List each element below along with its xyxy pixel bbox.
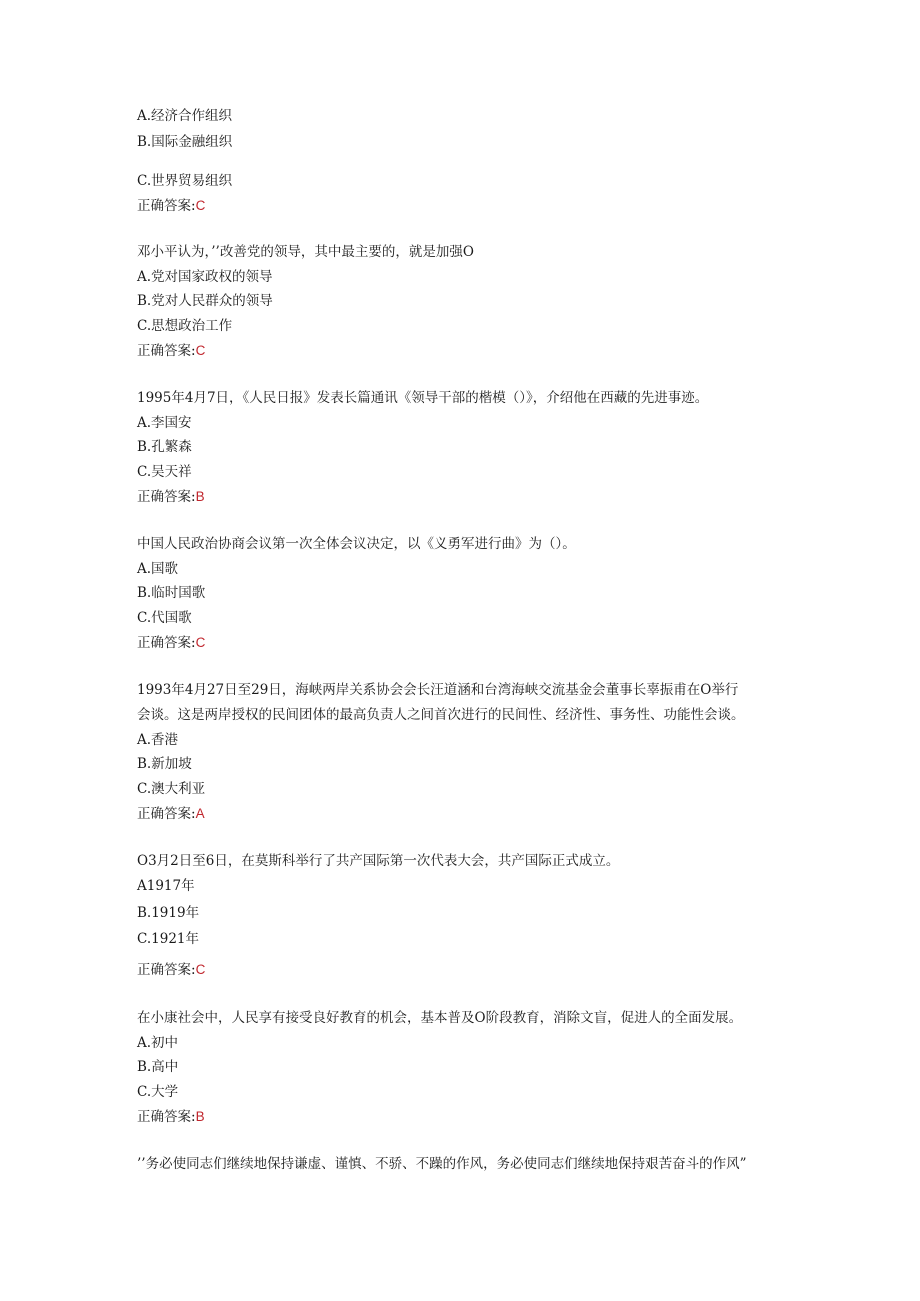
question-text: 1995年4月7日，《人民日报》发表长篇通讯《领导干部的楷模（）》，介绍他在西藏的先进事迹。 xyxy=(137,390,709,406)
option-text: B.临时国歌 xyxy=(137,585,206,601)
question-text: 中国人民政治协商会议第一次全体会议决定，以《义勇军进行曲》为（）。 xyxy=(137,536,576,552)
option-text: B.党对人民群众的领导 xyxy=(137,293,273,309)
question-text: 会谈。这是两岸授权的民间团体的最高负责人之间首次进行的民间性、经济性、事务性、功能性会谈。 xyxy=(137,707,745,723)
answer-label: 正确答案: xyxy=(137,962,196,978)
option-text: A.初中 xyxy=(137,1035,179,1051)
answer-line xyxy=(137,488,205,506)
answer-value: C xyxy=(195,635,206,650)
option-text: C.世界贸易组织 xyxy=(137,173,233,189)
option-text: A.经济合作组织 xyxy=(137,108,233,124)
option-text: B.孔繁森 xyxy=(137,439,192,455)
answer-value: A xyxy=(195,806,205,821)
answer-label: 正确答案: xyxy=(137,343,196,359)
answer-line xyxy=(137,634,205,652)
option-text: A.香港 xyxy=(137,732,179,748)
answer-label: 正确答案: xyxy=(137,489,196,505)
answer-line xyxy=(137,805,205,823)
option-text: C.思想政治工作 xyxy=(137,318,233,334)
option-text: B.高中 xyxy=(137,1059,179,1075)
option-text: B.1919年 xyxy=(137,905,200,921)
option-text: C.澳大利亚 xyxy=(137,781,206,797)
answer-line xyxy=(137,961,205,979)
answer-value: C xyxy=(195,198,206,213)
question-text: ’’务必使同志们继续地保持谦虚、谨慎、不骄、不躁的作风，务必使同志们继续地保持艰苦奋斗的作风” xyxy=(137,1156,747,1172)
option-text: B.新加坡 xyxy=(137,756,192,772)
option-text: A.党对国家政权的领导 xyxy=(137,269,273,285)
answer-value: C xyxy=(195,343,206,358)
answer-label: 正确答案: xyxy=(137,198,196,214)
option-text: C.1921年 xyxy=(137,931,199,947)
option-text: C.大学 xyxy=(137,1084,179,1100)
answer-line xyxy=(137,342,205,360)
answer-label: 正确答案: xyxy=(137,635,196,651)
question-text: 在小康社会中，人民享有接受良好教育的机会，基本普及O阶段教育，消除文盲，促进人的全面发展。 xyxy=(137,1010,743,1026)
answer-value: B xyxy=(195,489,205,504)
question-text: 1993年4月27日至29日，海峡两岸关系协会会长汪道涵和台湾海峡交流基金会董事长辜振甫在O举行 xyxy=(137,682,739,698)
answer-line xyxy=(137,197,205,215)
option-text: C.代国歌 xyxy=(137,610,192,626)
option-text: A.国歌 xyxy=(137,561,179,577)
question-text: O3月2日至6日，在莫斯科举行了共产国际第一次代表大会，共产国际正式成立。 xyxy=(137,853,620,869)
option-text: A.李国安 xyxy=(137,415,192,431)
option-text: C.吴天祥 xyxy=(137,464,192,480)
answer-value: C xyxy=(195,962,206,977)
question-text: 邓小平认为，’’改善党的领导，其中最主要的，就是加强O xyxy=(137,244,474,260)
answer-label: 正确答案: xyxy=(137,1109,196,1125)
answer-line xyxy=(137,1108,205,1126)
option-text: B.国际金融组织 xyxy=(137,134,233,150)
answer-value: B xyxy=(195,1109,205,1124)
answer-label: 正确答案: xyxy=(137,806,196,822)
option-text: A1917年 xyxy=(137,878,195,894)
